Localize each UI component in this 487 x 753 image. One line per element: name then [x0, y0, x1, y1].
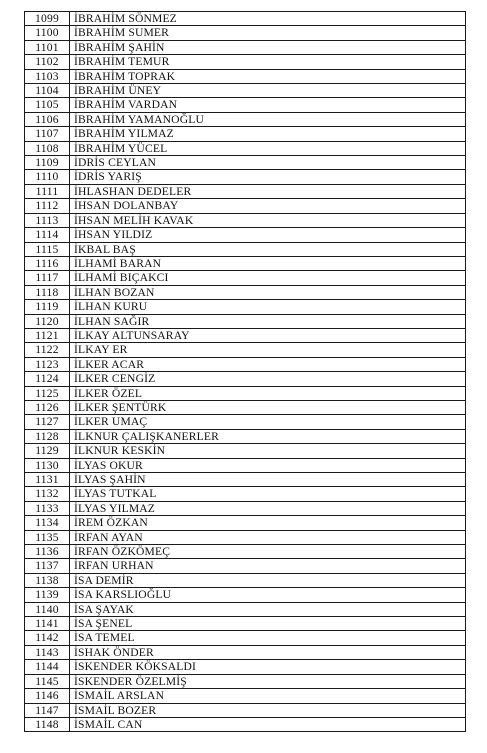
- person-name-cell: İLKER CENGİZ: [70, 372, 466, 386]
- row-number-cell: 1140: [25, 602, 70, 616]
- person-name-cell: İLHAMİ BIÇAKCI: [70, 271, 466, 285]
- table-row: [25, 573, 466, 587]
- person-name-cell: İBRAHİM SÖNMEZ: [70, 12, 466, 26]
- row-number-cell: 1135: [25, 530, 70, 544]
- table-row: [25, 530, 466, 544]
- row-number-cell: 1119: [25, 300, 70, 314]
- person-name-cell: İSHAK ÖNDER: [70, 645, 466, 659]
- person-name-cell: İLYAS OKUR: [70, 458, 466, 472]
- row-number-cell: 1144: [25, 660, 70, 674]
- row-number-cell: 1126: [25, 400, 70, 414]
- person-name-cell: İSMAİL BOZER: [70, 703, 466, 717]
- table-row: [25, 184, 466, 198]
- table-row: [25, 458, 466, 472]
- table-row: [25, 170, 466, 184]
- row-number-cell: 1120: [25, 314, 70, 328]
- row-number-cell: 1115: [25, 242, 70, 256]
- person-name-cell: İSMAİL ARSLAN: [70, 689, 466, 703]
- person-name-cell: İSA DEMİR: [70, 573, 466, 587]
- table-row: [25, 314, 466, 328]
- person-name-cell: İHSAN MELİH KAVAK: [70, 213, 466, 227]
- person-name-cell: İLYAS ŞAHİN: [70, 473, 466, 487]
- table-row: [25, 26, 466, 40]
- table-row: [25, 300, 466, 314]
- person-name-cell: İBRAHİM YILMAZ: [70, 127, 466, 141]
- person-name-cell: İBRAHİM TEMUR: [70, 55, 466, 69]
- row-number-cell: 1132: [25, 487, 70, 501]
- row-number-cell: 1113: [25, 213, 70, 227]
- table-row: [25, 703, 466, 717]
- table-row: [25, 372, 466, 386]
- table-row: [25, 213, 466, 227]
- row-number-cell: 1123: [25, 357, 70, 371]
- row-number-cell: 1124: [25, 372, 70, 386]
- table-row: [25, 199, 466, 213]
- person-name-cell: İLKNUR ÇALIŞKANERLER: [70, 429, 466, 443]
- row-number-cell: 1117: [25, 271, 70, 285]
- table-row: [25, 444, 466, 458]
- person-name-cell: İDRİS CEYLAN: [70, 156, 466, 170]
- row-number-cell: 1128: [25, 429, 70, 443]
- row-number-cell: 1142: [25, 631, 70, 645]
- table-row: [25, 545, 466, 559]
- person-name-cell: İDRİS YARIŞ: [70, 170, 466, 184]
- row-number-cell: 1138: [25, 573, 70, 587]
- person-name-cell: İLKER ŞENTÜRK: [70, 400, 466, 414]
- person-name-cell: İSA TEMEL: [70, 631, 466, 645]
- row-number-cell: 1136: [25, 545, 70, 559]
- table-row: [25, 84, 466, 98]
- person-name-cell: İLHAN SAĞIR: [70, 314, 466, 328]
- row-number-cell: 1146: [25, 689, 70, 703]
- table-row: [25, 112, 466, 126]
- row-number-cell: 1102: [25, 55, 70, 69]
- table-row: [25, 271, 466, 285]
- table-row: [25, 559, 466, 573]
- table-row: [25, 415, 466, 429]
- table-row: [25, 645, 466, 659]
- row-number-cell: 1112: [25, 199, 70, 213]
- name-list-body: [25, 12, 466, 732]
- name-list-table: [24, 11, 466, 732]
- table-row: [25, 617, 466, 631]
- table-row: [25, 674, 466, 688]
- person-name-cell: İRFAN ÖZKÖMEÇ: [70, 545, 466, 559]
- row-number-cell: 1107: [25, 127, 70, 141]
- row-number-cell: 1133: [25, 501, 70, 515]
- person-name-cell: İSKENDER ÖZELMİŞ: [70, 674, 466, 688]
- person-name-cell: İBRAHİM ÜNEY: [70, 84, 466, 98]
- row-number-cell: 1108: [25, 141, 70, 155]
- table-row: [25, 343, 466, 357]
- table-row: [25, 717, 466, 731]
- table-row: [25, 689, 466, 703]
- row-number-cell: 1139: [25, 588, 70, 602]
- row-number-cell: 1103: [25, 69, 70, 83]
- row-number-cell: 1127: [25, 415, 70, 429]
- row-number-cell: 1109: [25, 156, 70, 170]
- table-row: [25, 357, 466, 371]
- row-number-cell: 1101: [25, 40, 70, 54]
- table-row: [25, 285, 466, 299]
- person-name-cell: İSMAİL CAN: [70, 717, 466, 731]
- person-name-cell: İLKAY ER: [70, 343, 466, 357]
- table-row: [25, 660, 466, 674]
- person-name-cell: İBRAHİM SUMER: [70, 26, 466, 40]
- row-number-cell: 1114: [25, 228, 70, 242]
- person-name-cell: İLHAMİ BARAN: [70, 256, 466, 270]
- row-number-cell: 1110: [25, 170, 70, 184]
- person-name-cell: İLKER ÖZEL: [70, 386, 466, 400]
- person-name-cell: İLYAS YILMAZ: [70, 501, 466, 515]
- row-number-cell: 1111: [25, 184, 70, 198]
- table-row: [25, 588, 466, 602]
- person-name-cell: İLKAY ALTUNSARAY: [70, 328, 466, 342]
- person-name-cell: İBRAHİM VARDAN: [70, 98, 466, 112]
- row-number-cell: 1125: [25, 386, 70, 400]
- row-number-cell: 1137: [25, 559, 70, 573]
- table-row: [25, 69, 466, 83]
- person-name-cell: İLYAS TUTKAL: [70, 487, 466, 501]
- table-row: [25, 429, 466, 443]
- table-row: [25, 156, 466, 170]
- person-name-cell: İLKER ACAR: [70, 357, 466, 371]
- person-name-cell: İRFAN URHAN: [70, 559, 466, 573]
- table-row: [25, 516, 466, 530]
- table-row: [25, 602, 466, 616]
- person-name-cell: İSA ŞAYAK: [70, 602, 466, 616]
- row-number-cell: 1122: [25, 343, 70, 357]
- row-number-cell: 1099: [25, 12, 70, 26]
- person-name-cell: İHSAN DOLANBAY: [70, 199, 466, 213]
- row-number-cell: 1147: [25, 703, 70, 717]
- table-row: [25, 400, 466, 414]
- table-row: [25, 386, 466, 400]
- table-row: [25, 98, 466, 112]
- row-number-cell: 1118: [25, 285, 70, 299]
- table-row: [25, 141, 466, 155]
- person-name-cell: İLHAN KURU: [70, 300, 466, 314]
- person-name-cell: İSA ŞENEL: [70, 617, 466, 631]
- row-number-cell: 1148: [25, 717, 70, 731]
- row-number-cell: 1121: [25, 328, 70, 342]
- person-name-cell: İSA KARSLIOĞLU: [70, 588, 466, 602]
- row-number-cell: 1143: [25, 645, 70, 659]
- table-row: [25, 55, 466, 69]
- row-number-cell: 1106: [25, 112, 70, 126]
- person-name-cell: İRFAN AYAN: [70, 530, 466, 544]
- table-row: [25, 40, 466, 54]
- table-row: [25, 12, 466, 26]
- table-row: [25, 256, 466, 270]
- person-name-cell: İHSAN YILDIZ: [70, 228, 466, 242]
- row-number-cell: 1130: [25, 458, 70, 472]
- row-number-cell: 1104: [25, 84, 70, 98]
- row-number-cell: 1145: [25, 674, 70, 688]
- table-row: [25, 127, 466, 141]
- table-row: [25, 242, 466, 256]
- row-number-cell: 1105: [25, 98, 70, 112]
- table-row: [25, 487, 466, 501]
- table-row: [25, 473, 466, 487]
- row-number-cell: 1134: [25, 516, 70, 530]
- person-name-cell: İLKNUR KESKİN: [70, 444, 466, 458]
- row-number-cell: 1116: [25, 256, 70, 270]
- person-name-cell: İKBAL BAŞ: [70, 242, 466, 256]
- person-name-cell: İLKER UMAÇ: [70, 415, 466, 429]
- table-row: [25, 501, 466, 515]
- row-number-cell: 1129: [25, 444, 70, 458]
- person-name-cell: İBRAHİM YAMANOĞLU: [70, 112, 466, 126]
- person-name-cell: İHLASHAN DEDELER: [70, 184, 466, 198]
- table-row: [25, 328, 466, 342]
- person-name-cell: İSKENDER KÖKSALDI: [70, 660, 466, 674]
- row-number-cell: 1100: [25, 26, 70, 40]
- person-name-cell: İREM ÖZKAN: [70, 516, 466, 530]
- person-name-cell: İBRAHİM ŞAHİN: [70, 40, 466, 54]
- person-name-cell: İBRAHİM YÜCEL: [70, 141, 466, 155]
- table-row: [25, 228, 466, 242]
- row-number-cell: 1131: [25, 473, 70, 487]
- person-name-cell: İBRAHİM TOPRAK: [70, 69, 466, 83]
- table-row: [25, 631, 466, 645]
- row-number-cell: 1141: [25, 617, 70, 631]
- document-page: [24, 11, 466, 732]
- person-name-cell: İLHAN BOZAN: [70, 285, 466, 299]
